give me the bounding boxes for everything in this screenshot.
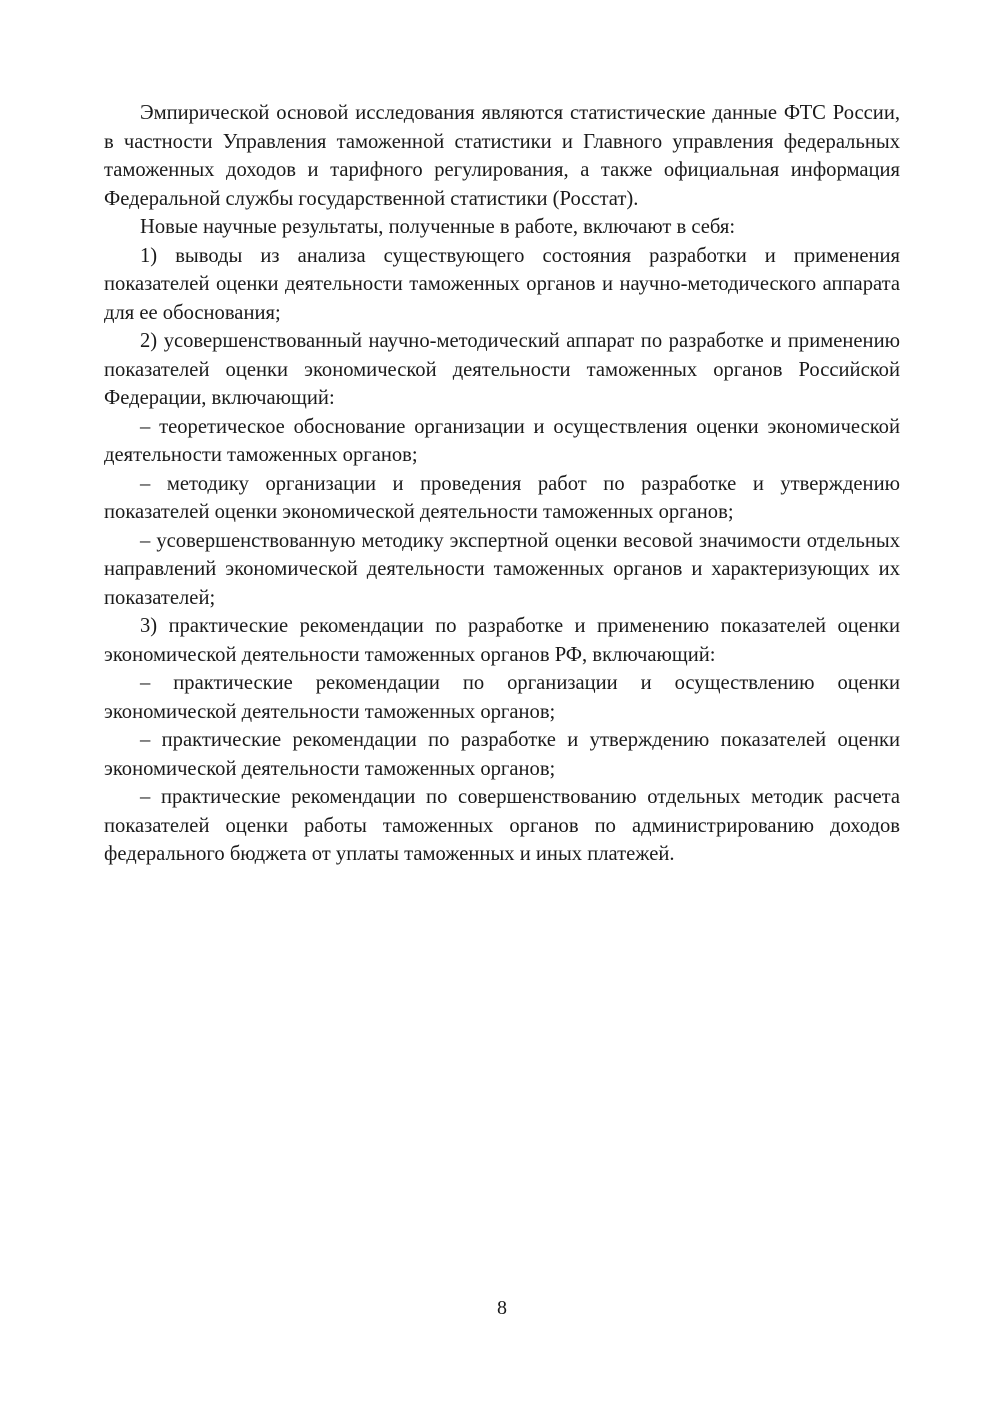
paragraph-item-3: 3) практические рекомендации по разработке и применению показателей оценки экономической деятельности таможенных органов РФ, включающий: — [104, 615, 900, 666]
page-number: 8 — [497, 1297, 507, 1319]
paragraph-item-1: 1) выводы из анализа существующего состояния разработки и применения показателей оценки деятельности таможенных органов и научно-методического аппарата для ее обоснования; — [104, 244, 900, 324]
paragraph-item-2-dash-3: – усовершенствованную методику экспертной оценки весовой значимости отдельных направлений экономической деятельности таможенных органов и характеризующих их показателей; — [104, 529, 900, 609]
paragraph-item-2-dash-1: – теоретическое обоснование организации и осуществления оценки экономической деятельности таможенных органов; — [104, 415, 900, 466]
paragraph-item-3-dash-2: – практические рекомендации по разработке и утверждению показателей оценки экономической деятельности таможенных органов; — [104, 729, 900, 780]
body-text — [104, 99, 900, 869]
paragraph-item-2: 2) усовершенствованный научно-методический аппарат по разработке и применению показателей оценки экономической деятельности таможенных органов Российской Федерации, включающий: — [104, 330, 900, 409]
paragraph-item-2-dash-2: – методику организации и проведения работ по разработке и утверждению показателей оценки экономической деятельности таможенных органов; — [104, 472, 900, 523]
paragraph-empirical-basis: Эмпирической основой исследования являются статистические данные ФТС России, в частности Управления таможенной статистики и Главного управления федеральных таможенных доходов и тарифного регулирования, а также официальная информация Федеральной службы государственной статистики (Росстат). — [104, 102, 900, 210]
paragraph-new-results-intro: Новые научные результаты, полученные в работе, включают в себя: — [140, 216, 736, 238]
paragraph-item-3-dash-3: – практические рекомендации по совершенствованию отдельных методик расчета показателей оценки работы таможенных органов по администрированию доходов федерального бюджета от уплаты таможенных и иных платежей. — [104, 786, 900, 865]
paragraph-item-3-dash-1: – практические рекомендации по организации и осуществлению оценки экономической деятельности таможенных органов; — [104, 672, 900, 723]
